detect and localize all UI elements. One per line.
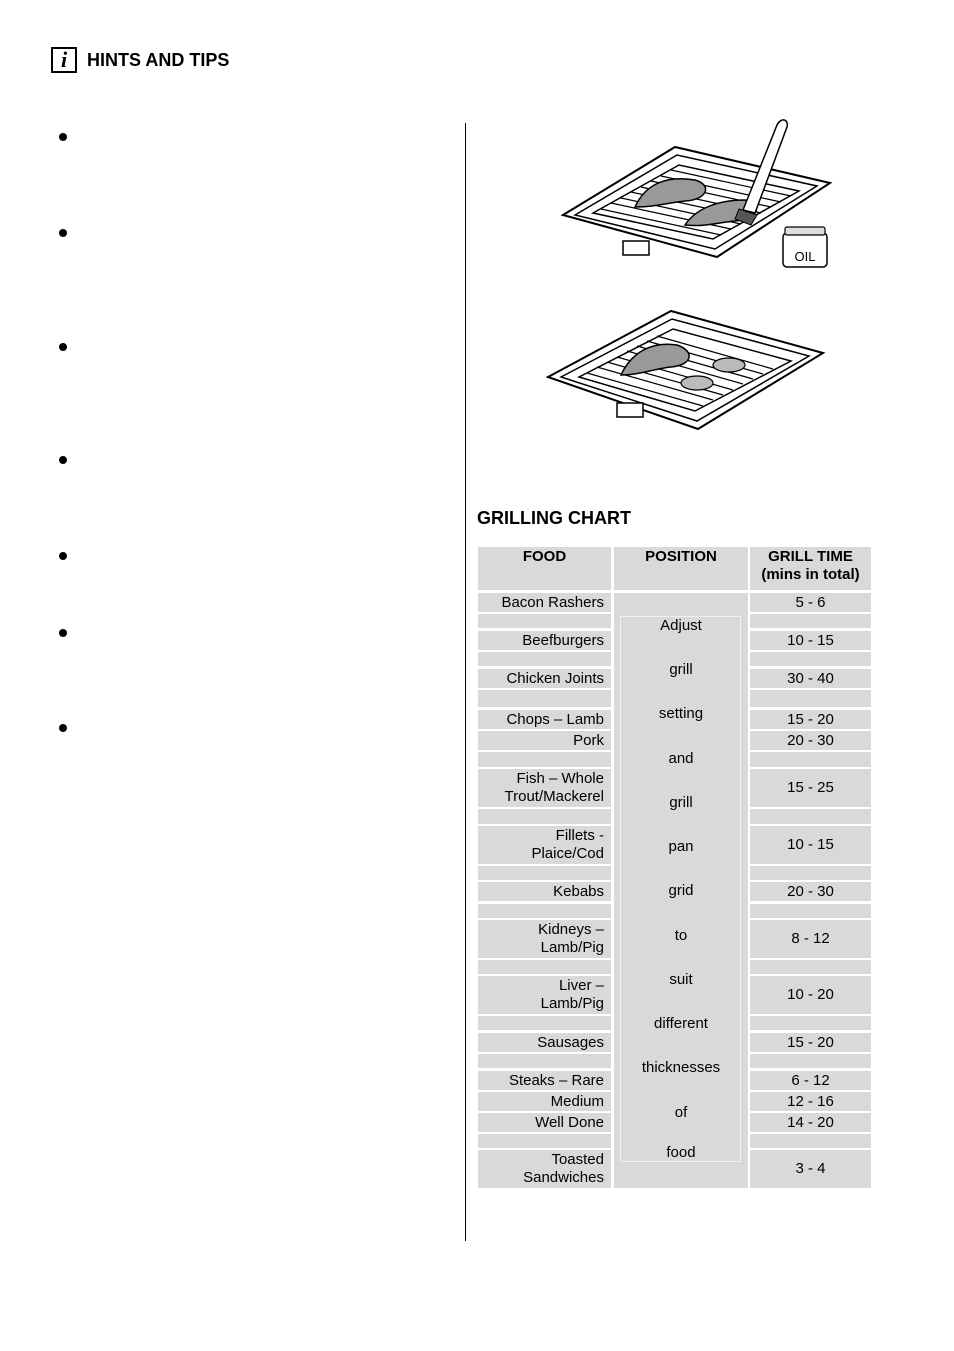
- spacer-cell: [478, 752, 611, 767]
- food-name: Chicken Joints: [506, 669, 604, 687]
- spacer-cell: [750, 614, 871, 628]
- food-name: Fillets -: [555, 827, 604, 844]
- bullet-point: [59, 724, 67, 732]
- food-name: Steaks – Rare: [508, 1071, 604, 1089]
- spacer-cell: [750, 752, 871, 767]
- table-row-time: [750, 669, 871, 688]
- food-name: Kebabs: [553, 882, 604, 900]
- food-name: Bacon Rashers: [501, 593, 604, 611]
- position-word: food: [666, 1144, 696, 1161]
- grill-time: 10 - 15: [787, 836, 834, 853]
- table-row-time: [750, 882, 871, 901]
- spacer-cell: [478, 866, 611, 880]
- table-row-food: [478, 882, 611, 901]
- header-food-label: FOOD: [522, 548, 567, 565]
- table-row-food: [478, 1150, 611, 1188]
- table-row-time: [750, 1113, 871, 1132]
- position-word: grill: [669, 661, 693, 678]
- header-grill-time: [750, 547, 871, 590]
- spacer-cell: [478, 809, 611, 824]
- grill-time: 20 - 30: [787, 882, 834, 900]
- grilling-chart-title: GRILLING CHART: [477, 508, 631, 528]
- grill-time: 5 - 6: [795, 593, 826, 611]
- table-row-food: [478, 731, 611, 750]
- section-title: HINTS AND TIPS: [87, 49, 230, 70]
- table-row-time: [750, 631, 871, 650]
- food-name: Sausages: [537, 1033, 604, 1051]
- header-food: [478, 547, 611, 590]
- position-word: thicknesses: [641, 1059, 721, 1076]
- spacer-cell: [478, 904, 611, 918]
- header-time-line1: GRILL TIME: [768, 548, 853, 565]
- position-word: of: [674, 1104, 688, 1121]
- grill-time: 20 - 30: [787, 731, 834, 749]
- bullet-point: [59, 343, 67, 351]
- grill-time: 8 - 12: [791, 930, 830, 947]
- section-header: [51, 47, 229, 73]
- food-name: Fish – Whole: [516, 770, 604, 787]
- table-row-food: [478, 1033, 611, 1052]
- grill-time: 30 - 40: [787, 669, 834, 687]
- spacer-cell: [750, 1016, 871, 1030]
- table-row-food: [478, 1113, 611, 1132]
- table-row-food: [478, 1071, 611, 1090]
- spacer-cell: [478, 690, 611, 707]
- table-row-food: [478, 669, 611, 688]
- food-name: Lamb/Pig: [540, 939, 604, 956]
- spacer-cell: [478, 960, 611, 974]
- food-name: Medium: [550, 1092, 604, 1110]
- table-row-time: [750, 1071, 871, 1090]
- food-name: Lamb/Pig: [540, 995, 604, 1012]
- table-row-food: [478, 710, 611, 729]
- bullet-point: [59, 229, 67, 237]
- grill-time: 15 - 20: [787, 710, 834, 728]
- table-row-time: [750, 1092, 871, 1111]
- table-row-time: [750, 1150, 871, 1188]
- spacer-cell: [750, 809, 871, 824]
- spacer-cell: [750, 652, 871, 666]
- position-word: suit: [669, 971, 693, 988]
- position-word: grid: [668, 882, 694, 899]
- table-row-food: [478, 769, 611, 807]
- food-name: Sandwiches: [523, 1169, 604, 1186]
- table-row-time: [750, 593, 871, 612]
- spacer-cell: [478, 1134, 611, 1148]
- grill-time: 3 - 4: [795, 1160, 826, 1177]
- grill-pan-brushing-oil-illustration: [555, 115, 840, 275]
- table-row-food: [478, 976, 611, 1014]
- food-name: Chops – Lamb: [506, 710, 604, 728]
- grill-time: 14 - 20: [787, 1113, 834, 1131]
- table-row-food: [478, 1092, 611, 1111]
- table-row-time: [750, 976, 871, 1014]
- bullet-point: [59, 133, 67, 141]
- grill-time: 15 - 20: [787, 1033, 834, 1051]
- position-word: grill: [669, 794, 693, 811]
- spacer-cell: [750, 690, 871, 707]
- spacer-cell: [750, 866, 871, 880]
- food-name: Beefburgers: [522, 631, 604, 649]
- bullet-point: [59, 552, 67, 560]
- bullet-point: [59, 456, 67, 464]
- food-name: Pork: [573, 731, 604, 749]
- spacer-cell: [478, 614, 611, 628]
- spacer-cell: [750, 960, 871, 974]
- position-word: different: [654, 1015, 708, 1032]
- spacer-cell: [478, 652, 611, 666]
- spacer-cell: [478, 1054, 611, 1068]
- column-divider: [465, 123, 466, 1241]
- food-name: Well Done: [535, 1113, 604, 1131]
- food-name: Trout/Mackerel: [504, 788, 604, 805]
- spacer-cell: [750, 1134, 871, 1148]
- grill-time: 10 - 20: [787, 986, 834, 1003]
- grill-time: 6 - 12: [791, 1071, 830, 1089]
- table-row-time: [750, 731, 871, 750]
- bullet-point: [59, 629, 67, 637]
- food-name: Toasted: [551, 1151, 604, 1168]
- spacer-cell: [478, 1016, 611, 1030]
- table-row-time: [750, 710, 871, 729]
- grill-time: 12 - 16: [787, 1092, 834, 1110]
- spacer-cell: [750, 904, 871, 918]
- grill-time: 10 - 15: [787, 631, 834, 649]
- position-word: to: [674, 927, 688, 944]
- spacer-cell: [750, 1054, 871, 1068]
- position-word: setting: [658, 705, 704, 722]
- table-row-food: [478, 920, 611, 958]
- grill-pan-with-food-illustration: [543, 305, 828, 435]
- oil-label: OIL: [794, 249, 816, 264]
- table-row-food: [478, 593, 611, 612]
- header-position-label: POSITION: [645, 548, 717, 565]
- food-name: Plaice/Cod: [531, 845, 604, 862]
- table-row-time: [750, 826, 871, 864]
- position-word: Adjust: [660, 617, 702, 634]
- table-row-food: [478, 826, 611, 864]
- food-name: Liver –: [558, 977, 604, 994]
- info-icon: i: [51, 47, 77, 73]
- table-row-time: [750, 769, 871, 807]
- grill-time: 15 - 25: [787, 779, 834, 796]
- table-row-time: [750, 920, 871, 958]
- table-row-time: [750, 1033, 871, 1052]
- table-row-food: [478, 631, 611, 650]
- food-name: Kidneys –: [538, 921, 604, 938]
- position-word: pan: [668, 838, 694, 855]
- header-position: [614, 547, 748, 590]
- position-word: and: [668, 750, 694, 767]
- header-time-line2: (mins in total): [761, 566, 860, 583]
